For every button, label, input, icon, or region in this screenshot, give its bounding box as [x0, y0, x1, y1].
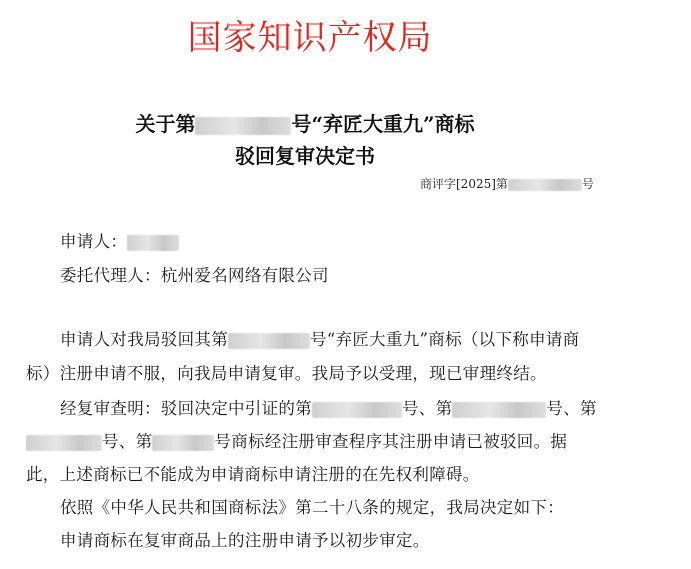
paragraph-2-line-1: [60, 395, 597, 419]
ref-prefix: 商评字[2025]第: [420, 177, 508, 191]
paragraph-2-line-3: 此，上述商标已不能成为申请商标申请注册的在先权利障碍。: [26, 465, 480, 484]
redacted-cited-2: [452, 402, 546, 418]
title-suffix: 号“弃匠大重九”商标: [291, 112, 475, 136]
redacted-cited-3: [26, 435, 102, 451]
p2-text-b: 号、第: [402, 399, 453, 418]
applicant-label: 申请人：: [60, 232, 128, 251]
paragraph-4-decision: 申请商标在复审商品上的注册申请予以初步审定。: [60, 531, 430, 550]
paragraph-1-line-1: [60, 326, 579, 350]
agent-line: 委托代理人：杭州爱名网络有限公司: [60, 266, 329, 285]
decision-subtitle: 驳回复审决定书: [235, 144, 375, 168]
paragraph-2-line-2: [26, 428, 567, 452]
redacted-mark-number-2: [228, 333, 310, 349]
redacted-ref-number: [508, 179, 582, 191]
p2-text-a: 经复审查明：驳回决定中引证的第: [60, 399, 312, 418]
p2-text-e: 号商标经注册审查程序其注册申请已被驳回。据: [214, 432, 568, 451]
paragraph-3: 依照《中华人民共和国商标法》第二十八条的规定，我局决定如下：: [60, 498, 564, 517]
redacted-cited-4: [152, 435, 214, 451]
ref-suffix: 号: [581, 177, 594, 191]
p2-text-d: 号、第: [102, 432, 153, 451]
redacted-mark-number: [195, 117, 291, 135]
p2-text-c: 号、第: [546, 399, 597, 418]
applicant-line: [60, 228, 179, 252]
redacted-applicant: [127, 235, 179, 251]
paragraph-1-line-2: 标）注册申请不服，向我局申请复审。我局予以受理，现已审理终结。: [26, 364, 547, 383]
p1-text-b: 号“弃匠大重九”商标（以下称申请商: [310, 330, 580, 349]
redacted-cited-1: [312, 402, 402, 418]
agency-header: 国家知识产权局: [187, 18, 433, 58]
p1-text-a: 申请人对我局驳回其第: [60, 330, 228, 349]
title-prefix: 关于第: [135, 112, 196, 136]
reference-number: [420, 175, 594, 192]
decision-title: [0, 108, 610, 137]
